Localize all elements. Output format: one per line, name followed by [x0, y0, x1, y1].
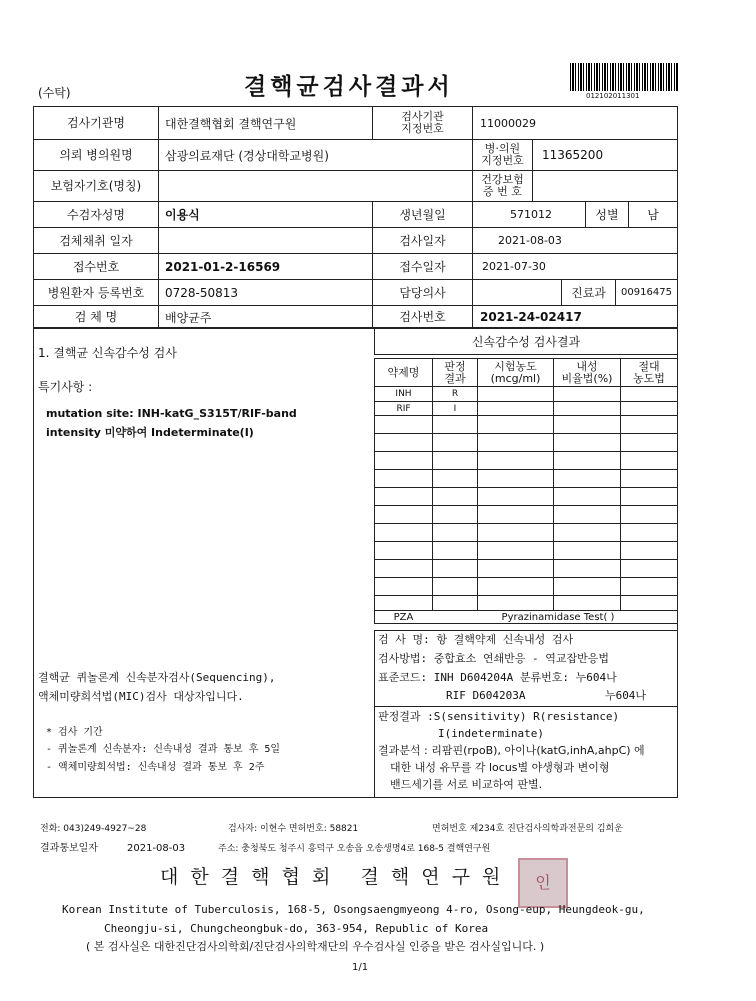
note-line-1: 결핵균 퀴놀론계 신속분자검사(Sequencing), [38, 671, 276, 684]
report-date-value: 2021-08-03 [127, 843, 186, 854]
receipt-mark: (수탁) [38, 86, 71, 100]
inst-label: 검사기관명 [67, 116, 125, 130]
footer-tel: 전화: 043)249-4927~28 [40, 824, 147, 834]
footer-english-1: Korean Institute of Tuberculosis, 168-5, Osongsaengmyeong 4-ro, Osong-eup, Heungdeok-gu, [62, 903, 645, 916]
ins-label: 보험자기호(명칭) [50, 179, 142, 193]
period-line-1: - 퀴놀론계 신속분자: 신속내성 결과 통보 후 5일 [46, 744, 281, 755]
section-title: 1. 결핵균 신속감수성 검사 [38, 346, 177, 360]
sex-label: 성별 [595, 207, 619, 222]
sex-value: 남 [647, 207, 659, 222]
inst-no-value: 11000029 [480, 116, 536, 130]
method-line-1: 검 사 명: 항 결핵약제 신속내성 검사 [378, 633, 574, 646]
col-header-absolute: 절대 농도법 [633, 359, 665, 385]
method-line-8: 대한 내성 유무를 각 locus별 야생형과 변이형 [390, 761, 610, 774]
mutation-line-2: intensity 미약하여 Indeterminate(I) [46, 426, 254, 439]
method-line-6: I(indeterminate) [438, 727, 544, 740]
document-title: 결핵균검사결과서 [244, 74, 454, 100]
inst-no-label: 검사기관 지정번호 [401, 110, 444, 135]
accno-label: 접수번호 [72, 259, 120, 274]
pza-label: PZA [393, 611, 414, 623]
row-result-inh: R [451, 389, 459, 399]
page-number: 1/1 [352, 962, 369, 973]
period-title: * 검사 기간 [46, 727, 103, 738]
hospno-value: 0728-50813 [165, 285, 239, 300]
barcode [570, 63, 678, 91]
footer-license: 면허번호 제234호 진단검사의학과전문의 김희운 [432, 824, 623, 834]
ins-cert-label: 건강보험 증 번 호 [481, 173, 524, 198]
req-no-label: 병·의원 지정번호 [481, 142, 524, 167]
dept-label: 진료과 [571, 285, 606, 300]
testdate-value: 2021-08-03 [498, 234, 562, 247]
seal-text: 인 [535, 873, 551, 892]
doctor-label: 담당의사 [399, 285, 446, 300]
barcode-number: 012102011301 [586, 92, 640, 100]
collect-label: 검체채취 일자 [59, 233, 133, 248]
hospno-label: 병원환자 등록번호 [47, 285, 145, 300]
footer-examiner: 검사자: 이현수 면허번호: 58821 [228, 824, 359, 834]
footer-address-kr: 주소: 충청북도 청주시 흥덕구 오송읍 오송생명4로 168-5 결핵연구원 [218, 844, 491, 854]
specimen-label: 검 체 명 [74, 310, 118, 324]
testdate-label: 검사일자 [399, 233, 446, 248]
period-line-2: - 액체미량희석법: 신속내성 결과 통보 후 2주 [46, 762, 265, 773]
org-name: 대 한 결 핵 협 회 결 핵 연 구 원 [160, 866, 504, 888]
mutation-line-1: mutation site: INH-katG_S315T/RIF-band [46, 407, 297, 420]
row-drug-inh: INH [395, 389, 412, 399]
req-label: 의뢰 병의원명 [59, 148, 133, 162]
recvdate-label: 접수일자 [399, 259, 446, 274]
req-no-value: 11365200 [542, 148, 604, 162]
method-line-7: 결과분석 : 리팜핀(rpoB), 아이나(katG,inhA,ahpC) 에 [378, 744, 645, 757]
method-line-2: 검사방법: 중합효소 연쇄반응 - 역교잡반응법 [378, 652, 610, 665]
report-date-label: 결과통보일자 [40, 843, 98, 854]
testno-value: 2021-24-02417 [480, 310, 582, 324]
inst-value: 대한결핵협회 결핵연구원 [165, 116, 297, 131]
row-drug-rif: RIF [396, 403, 411, 414]
remarks-label: 특기사항 : [38, 380, 93, 394]
certification-note: ( 본 검사실은 대한진단검사의학회/진단검사의학재단의 우수검사실 인증을 받은 검사실입니다. ) [86, 940, 545, 953]
method-line-3: 표준코드: INH D604204A 분류번호: 누604나 [378, 671, 617, 684]
method-line-4: RIF D604203A 누604나 [446, 689, 647, 702]
req-value: 삼광의료재단 (경상대학교병원) [165, 148, 329, 163]
row-result-rif: I [453, 403, 457, 414]
dob-value: 571012 [510, 208, 552, 221]
dept-value: 00916475 [621, 286, 672, 298]
method-line-5: 판정결과 :S(sensitivity) R(resistance) [378, 710, 620, 723]
recvdate-value: 2021-07-30 [482, 260, 546, 273]
patient-label: 수검자성명 [67, 207, 125, 222]
col-header-drug: 약제명 [387, 365, 420, 379]
testno-label: 검사번호 [399, 310, 446, 324]
specimen-value: 배양균주 [165, 310, 212, 325]
note-line-2: 액체미량희석법(MIC)검사 대상자입니다. [38, 690, 244, 703]
method-line-9: 밴드세기를 서로 비교하여 판별. [390, 778, 543, 791]
pza-value: Pyrazinamidase Test( ) [501, 611, 615, 623]
patient-value: 이용식 [165, 208, 200, 222]
col-header-ratio: 내성 비율법(%) [561, 359, 613, 385]
col-header-result: 판정 결과 [444, 359, 466, 385]
results-title: 신속감수성 검사결과 [471, 334, 581, 349]
col-header-conc: 시험농도 (mcg/ml) [490, 359, 541, 385]
footer-english-2: Cheongju-si, Chungcheongbuk-do, 363-954, Republic of Korea [104, 922, 489, 935]
dob-label: 생년월일 [399, 207, 446, 222]
official-seal [518, 858, 568, 908]
accno-value: 2021-01-2-16569 [165, 259, 281, 274]
